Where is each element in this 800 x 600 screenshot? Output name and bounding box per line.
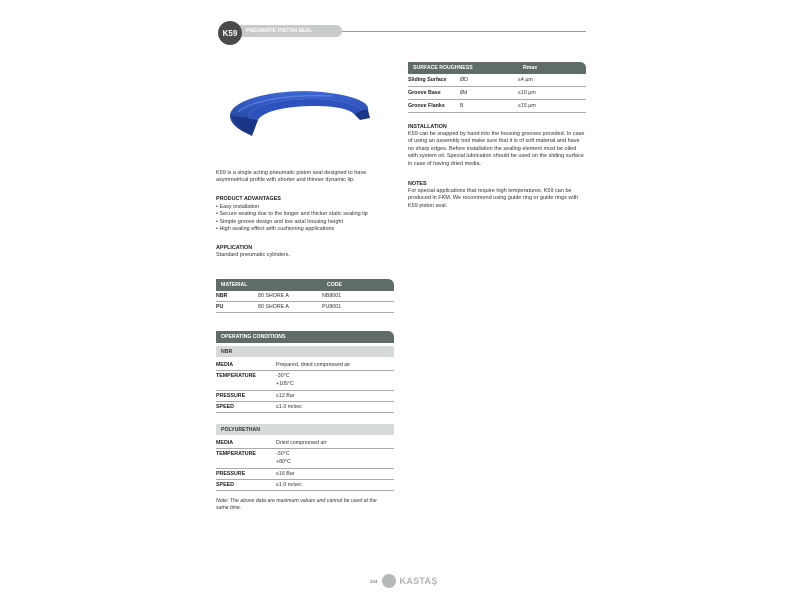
operating-conditions-table	[216, 331, 394, 512]
list-item: • Easy installation	[216, 204, 260, 210]
page-footer	[370, 574, 438, 588]
list-item: • High sealing effect with cushioning applications	[216, 226, 335, 233]
list-item: • Secure seating due to the longer and thicker static sealing lip	[216, 211, 368, 218]
table-row: PRESSURE ≤16 Bar	[216, 469, 394, 480]
operating-note: Note: The above data are maximum values and cannot be used at the same time.	[216, 498, 377, 511]
table-row: Groove Flanks B ≤15 µm	[408, 100, 586, 113]
table-row: PU 80 SHORE A PU8001	[216, 302, 394, 313]
page-number: 244	[370, 578, 378, 584]
header-divider	[342, 31, 586, 32]
table-row: MEDIA Dried compressed air	[216, 438, 394, 449]
notes-text: For special applications that require high temperatures, K59 can be produced in FKM. We recommend using guide ring or guide rings with K59 piston seal.	[408, 188, 579, 209]
table-row: TEMPERATURE -30°C +105°C	[216, 371, 394, 391]
header-roughness: SURFACE ROUGHNESS	[413, 65, 473, 71]
brand-logo-text: KASTAŞ	[399, 576, 438, 586]
installation-text: K59 can be snapped by hand into the housing grooves provided. In case of using an assembly tool make sure that it is of soft material and have no sharp edges. Before installation the sealing element must be oiled with system oil. Special lubrication should be used on the sliding surface in case of having dried media.	[408, 131, 585, 167]
section-title-bar	[232, 25, 342, 37]
table-row: MEDIA Prepared, dried compressed air	[216, 360, 394, 371]
list-item: • Simple groove design and low axial housing height	[216, 218, 343, 225]
header-material: MATERIAL	[221, 282, 248, 288]
header-rmax: Rmax	[523, 65, 538, 71]
header-code: CODE	[327, 282, 342, 288]
surface-roughness-table	[408, 62, 586, 113]
advantages-list	[216, 204, 406, 234]
table-row: SPEED ≤1.0 m/sec	[216, 480, 394, 491]
intro-text: K59 is a single acting pneumatic piston seal designed to have asymmetrical profile with shorter and thinner dynamic lip.	[216, 170, 367, 184]
seal-illustration	[222, 86, 372, 142]
installation-heading: INSTALLATION	[408, 124, 447, 130]
material-table	[216, 279, 394, 313]
notes-heading: NOTES	[408, 181, 427, 187]
advantages-heading: PRODUCT ADVANTAGES	[216, 196, 281, 202]
table-row: TEMPERATURE -30°C +80°C	[216, 449, 394, 469]
application-text: Standard pneumatic cylinders.	[216, 252, 290, 258]
table-row: Groove Base Ød ≤10 µm	[408, 87, 586, 100]
kastas-logo-icon	[382, 574, 396, 588]
operating-heading: OPERATING CONDITIONS	[221, 334, 286, 340]
table-row: PRESSURE ≤12 Bar	[216, 391, 394, 402]
material-table-header	[216, 279, 394, 291]
table-row: NBR 80 SHORE A NB8001	[216, 291, 394, 302]
table-row: SPEED ≤1.0 m/sec	[216, 402, 394, 413]
application-heading: APPLICATION	[216, 245, 253, 251]
pu-subheader: POLYURETHAN	[216, 424, 394, 435]
table-row: Sliding Surface ØD ≤4 µm	[408, 74, 586, 87]
section-title: PNEUMATIC PISTON SEAL	[246, 28, 313, 34]
nbr-subheader: NBR	[216, 346, 394, 357]
product-code-badge: K59	[218, 21, 242, 45]
